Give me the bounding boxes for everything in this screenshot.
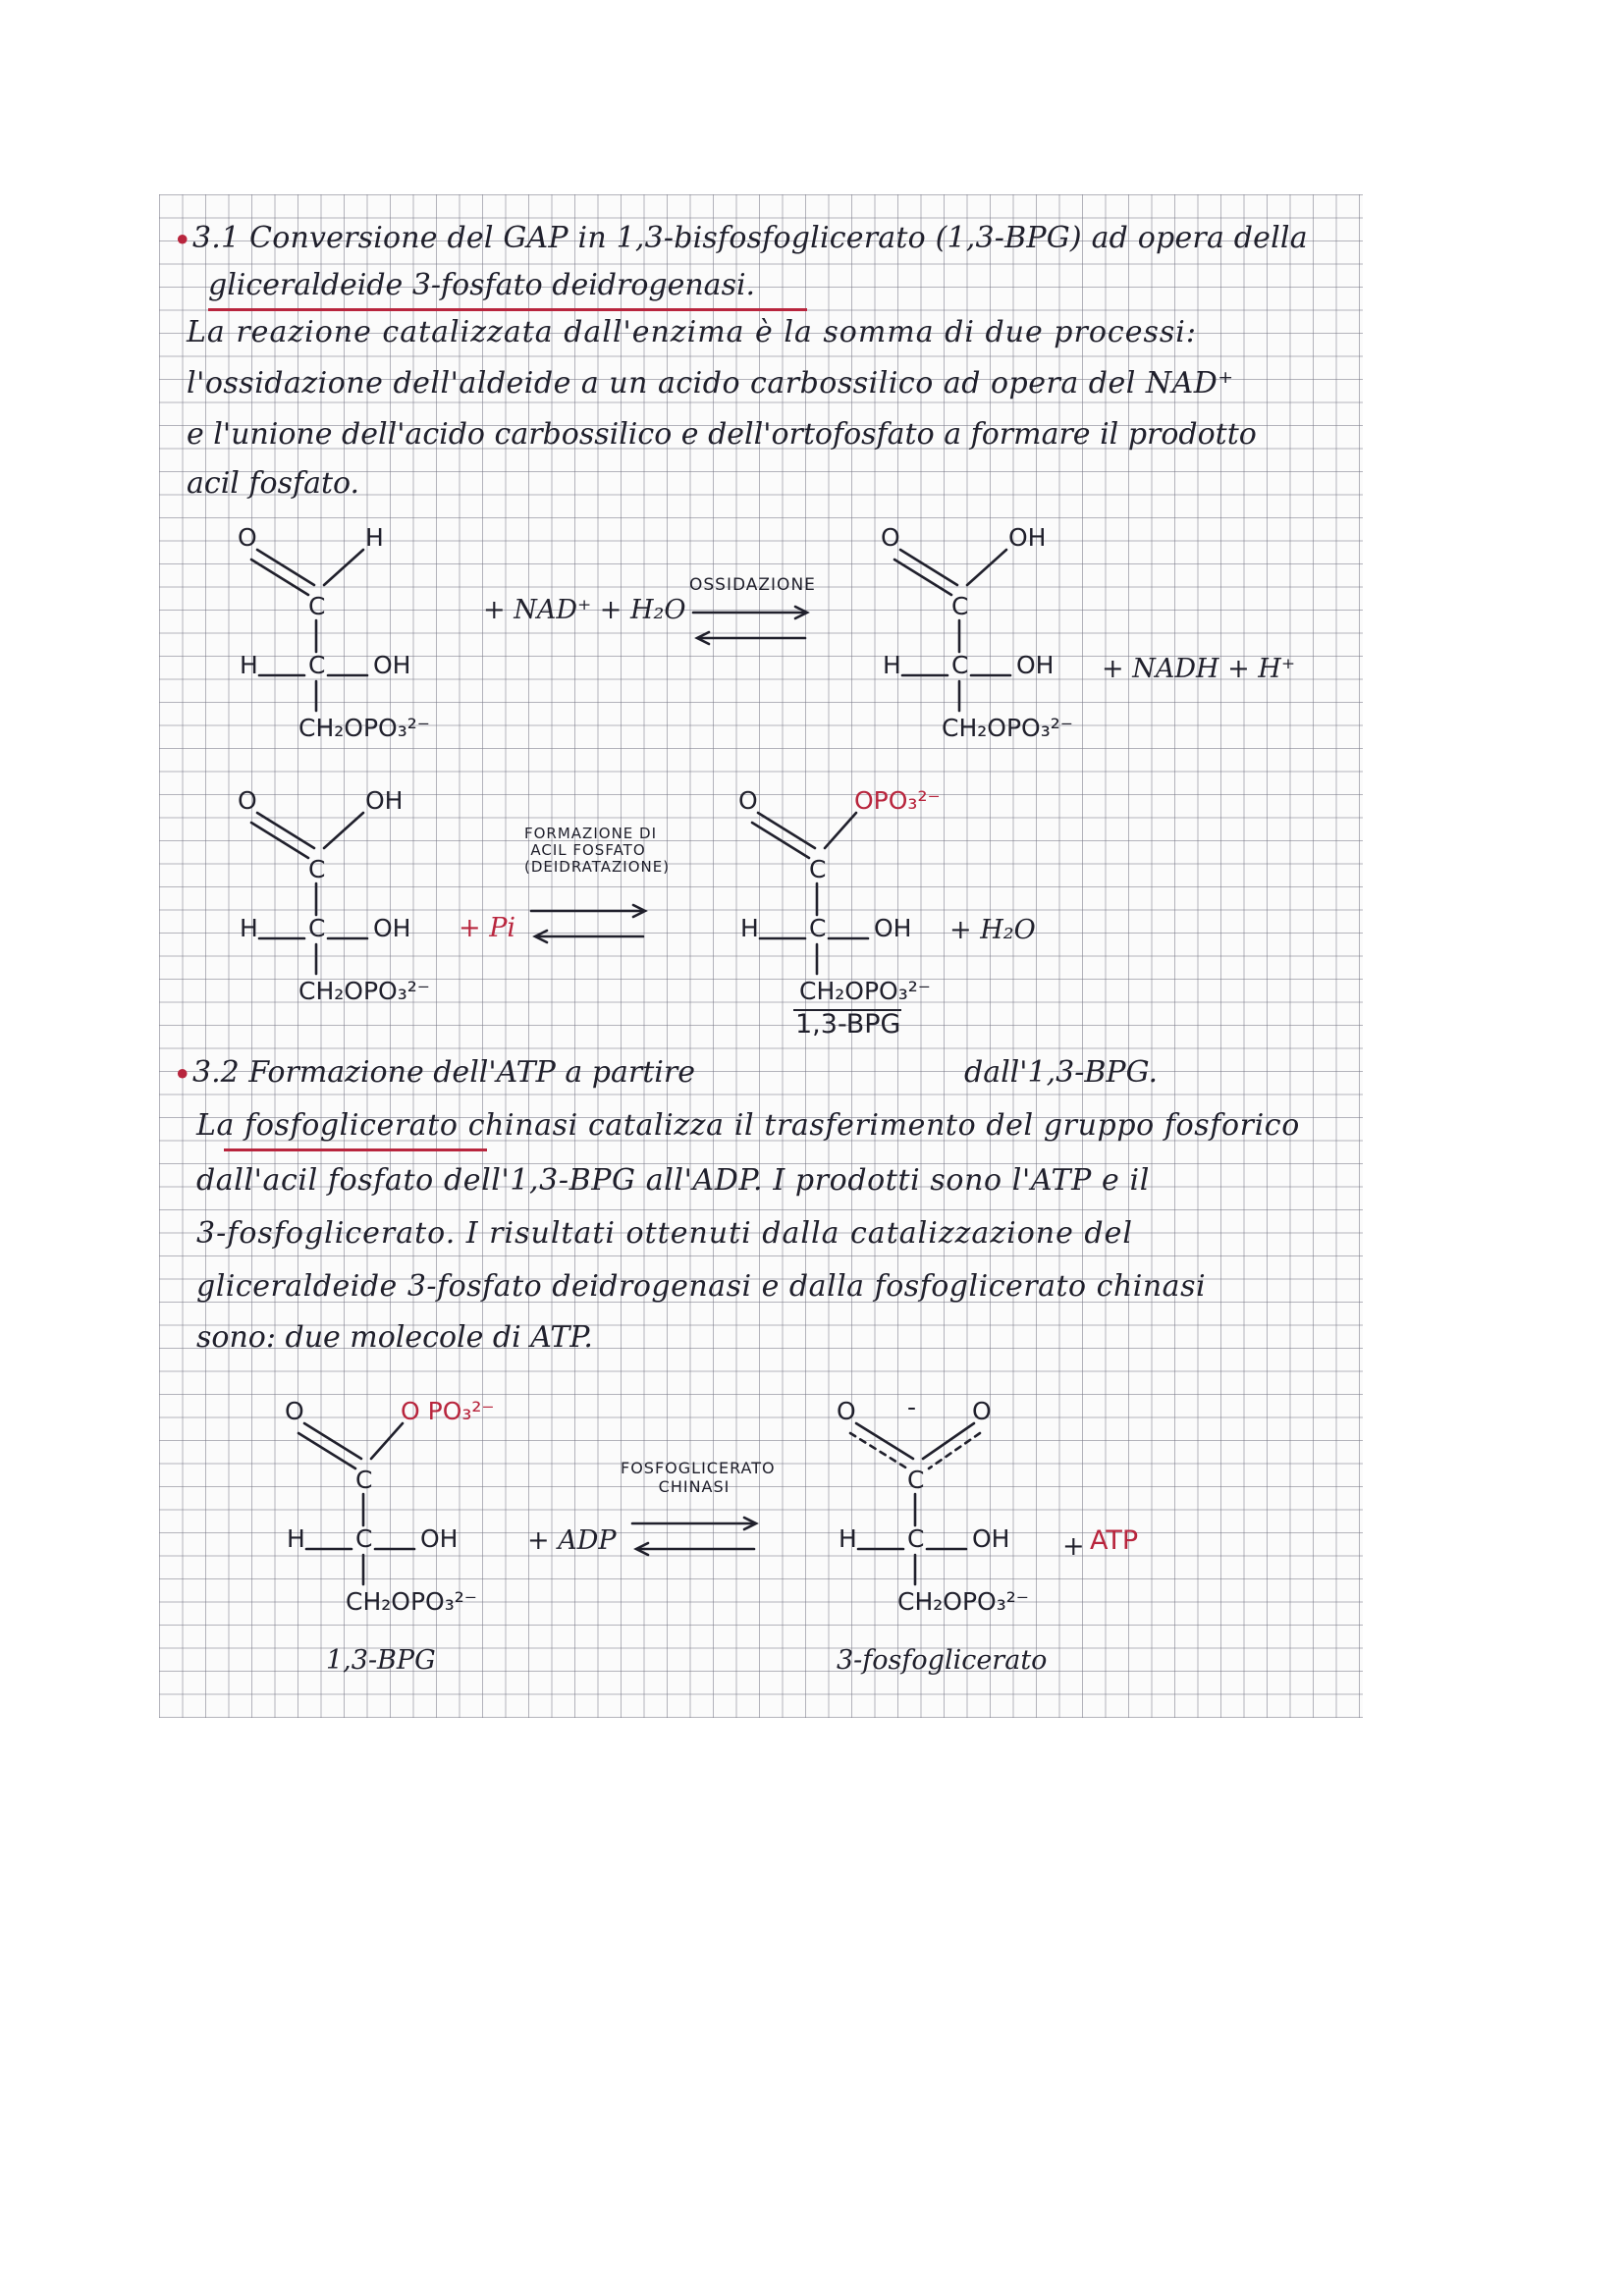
gap-structure bbox=[238, 518, 454, 748]
bullet-3-1: • bbox=[173, 221, 192, 259]
svg-text:H: H bbox=[883, 651, 901, 679]
svg-text:O: O bbox=[837, 1397, 856, 1425]
graph-paper-sheet bbox=[159, 194, 1363, 1718]
bullet-3-2: • bbox=[173, 1055, 192, 1094]
bpg-structure bbox=[738, 781, 994, 1011]
heading-underline bbox=[208, 308, 807, 311]
svg-text:O: O bbox=[738, 786, 758, 815]
svg-text:OH: OH bbox=[1016, 651, 1055, 679]
svg-text:CH₂OPO₃²⁻: CH₂OPO₃²⁻ bbox=[897, 1587, 1029, 1616]
svg-text:H: H bbox=[287, 1524, 305, 1553]
svg-text:CH₂OPO₃²⁻: CH₂OPO₃²⁻ bbox=[298, 977, 430, 1005]
svg-text:C: C bbox=[809, 914, 827, 942]
reaction-1-arrow-label: OSSIDAZIONE bbox=[689, 575, 816, 595]
reaction-2-equilibrium-arrows bbox=[527, 893, 655, 952]
carboxylic-acid-structure bbox=[881, 518, 1116, 748]
bpg-label: 1,3-BPG bbox=[795, 1009, 901, 1040]
svg-text:C: C bbox=[355, 1466, 373, 1494]
reaction-1-equilibrium-arrows bbox=[689, 595, 817, 654]
svg-text:O PO₃²⁻: O PO₃²⁻ bbox=[401, 1397, 495, 1425]
reaction-2-water: + H₂O bbox=[949, 915, 1036, 945]
reaction-1-extra-products: + NADH + H⁺ bbox=[1102, 654, 1296, 684]
svg-text:C: C bbox=[907, 1466, 925, 1494]
heading-3-2: 3.2 Formazione dell'ATP a partire bbox=[192, 1055, 695, 1090]
body-3-1-line-3: e l'unione dell'acido carbossilico e dell'ortofosfato a formare il prodotto bbox=[187, 417, 1257, 452]
reactant-name-1-3-bpg: 1,3-BPG bbox=[326, 1645, 436, 1676]
svg-text:H: H bbox=[240, 651, 258, 679]
svg-text:H: H bbox=[240, 914, 258, 942]
reaction-2-phosphate: + Pi bbox=[459, 913, 516, 943]
body-3-1-line-1: La reazione catalizzata dall'enzima è la somma di due processi: bbox=[187, 315, 1197, 349]
svg-text:C: C bbox=[308, 651, 326, 679]
body-3-2-line-4: gliceraldeide 3-fosfato deidrogenasi e dalla fosfoglicerato chinasi bbox=[196, 1269, 1207, 1304]
enzyme-underline bbox=[224, 1148, 487, 1151]
svg-text:O: O bbox=[881, 523, 900, 552]
body-3-1-line-4: acil fosfato. bbox=[187, 466, 360, 501]
svg-text:CH₂OPO₃²⁻: CH₂OPO₃²⁻ bbox=[298, 714, 430, 742]
product-name-3-fosfoglicerato: 3-fosfoglicerato bbox=[837, 1645, 1048, 1676]
svg-text:C: C bbox=[809, 855, 827, 883]
reaction-3-arrow-label: FOSFOGLICERATO CHINASI bbox=[621, 1459, 776, 1496]
reaction-1-reagents: + NAD⁺ + H₂O bbox=[483, 595, 686, 625]
body-3-2-line-3: 3-fosfoglicerato. I risultati ottenuti dalla catalizzazione del bbox=[196, 1216, 1133, 1251]
fosfoglicerato-structure bbox=[837, 1392, 1092, 1622]
svg-text:OH: OH bbox=[1008, 523, 1047, 552]
svg-text:O: O bbox=[238, 786, 257, 815]
svg-text:C: C bbox=[951, 592, 969, 620]
reaction-2-arrow-label: FORMAZIONE DI ACIL FOSFATO (DEIDRATAZIONE) bbox=[524, 825, 671, 876]
svg-text:H: H bbox=[839, 1524, 857, 1553]
svg-text:CH₂OPO₃²⁻: CH₂OPO₃²⁻ bbox=[799, 977, 931, 1005]
reaction-3-atp: ATP bbox=[1090, 1525, 1139, 1556]
svg-text:H: H bbox=[740, 914, 759, 942]
svg-text:H: H bbox=[365, 523, 384, 552]
svg-text:O: O bbox=[972, 1397, 992, 1425]
body-3-2-line-2: dall'acil fosfato dell'1,3-BPG all'ADP. I prodotti sono l'ATP e il bbox=[196, 1163, 1150, 1198]
svg-text:OPO₃²⁻: OPO₃²⁻ bbox=[854, 786, 941, 815]
heading-3-2-tail: dall'1,3-BPG. bbox=[964, 1055, 1159, 1090]
bpg-reactant-structure bbox=[285, 1392, 540, 1622]
svg-text:O: O bbox=[285, 1397, 304, 1425]
svg-text:CH₂OPO₃²⁻: CH₂OPO₃²⁻ bbox=[942, 714, 1073, 742]
heading-3-1-line2: gliceraldeide 3-fosfato deidrogenasi. bbox=[208, 268, 756, 302]
reaction-3-equilibrium-arrows bbox=[628, 1506, 766, 1565]
svg-text:C: C bbox=[951, 651, 969, 679]
svg-text:OH: OH bbox=[972, 1524, 1010, 1553]
svg-text:C: C bbox=[907, 1524, 925, 1553]
svg-text:C: C bbox=[308, 855, 326, 883]
svg-text:-: - bbox=[907, 1393, 917, 1421]
reaction-3-plus: + bbox=[1062, 1531, 1085, 1562]
carboxylic-acid-reactant-structure bbox=[238, 781, 454, 1011]
reaction-3-adp: + ADP bbox=[527, 1525, 617, 1556]
svg-text:C: C bbox=[355, 1524, 373, 1553]
svg-text:CH₂OPO₃²⁻: CH₂OPO₃²⁻ bbox=[346, 1587, 477, 1616]
svg-text:OH: OH bbox=[373, 914, 411, 942]
svg-text:C: C bbox=[308, 914, 326, 942]
body-3-1-line-2: l'ossidazione dell'aldeide a un acido carbossilico ad opera del NAD⁺ bbox=[187, 366, 1234, 400]
body-3-2-line-5: sono: due molecole di ATP. bbox=[196, 1320, 593, 1355]
svg-text:C: C bbox=[308, 592, 326, 620]
svg-text:OH: OH bbox=[420, 1524, 459, 1553]
svg-text:OH: OH bbox=[373, 651, 411, 679]
bpg-label-overline bbox=[793, 1009, 901, 1011]
heading-3-1: 3.1 Conversione del GAP in 1,3-bisfosfoglicerato (1,3-BPG) ad opera della bbox=[192, 221, 1308, 255]
svg-text:OH: OH bbox=[874, 914, 912, 942]
body-3-2-line-1: La fosfoglicerato chinasi catalizza il trasferimento del gruppo fosforico bbox=[196, 1108, 1300, 1143]
svg-text:OH: OH bbox=[365, 786, 404, 815]
svg-text:O: O bbox=[238, 523, 257, 552]
